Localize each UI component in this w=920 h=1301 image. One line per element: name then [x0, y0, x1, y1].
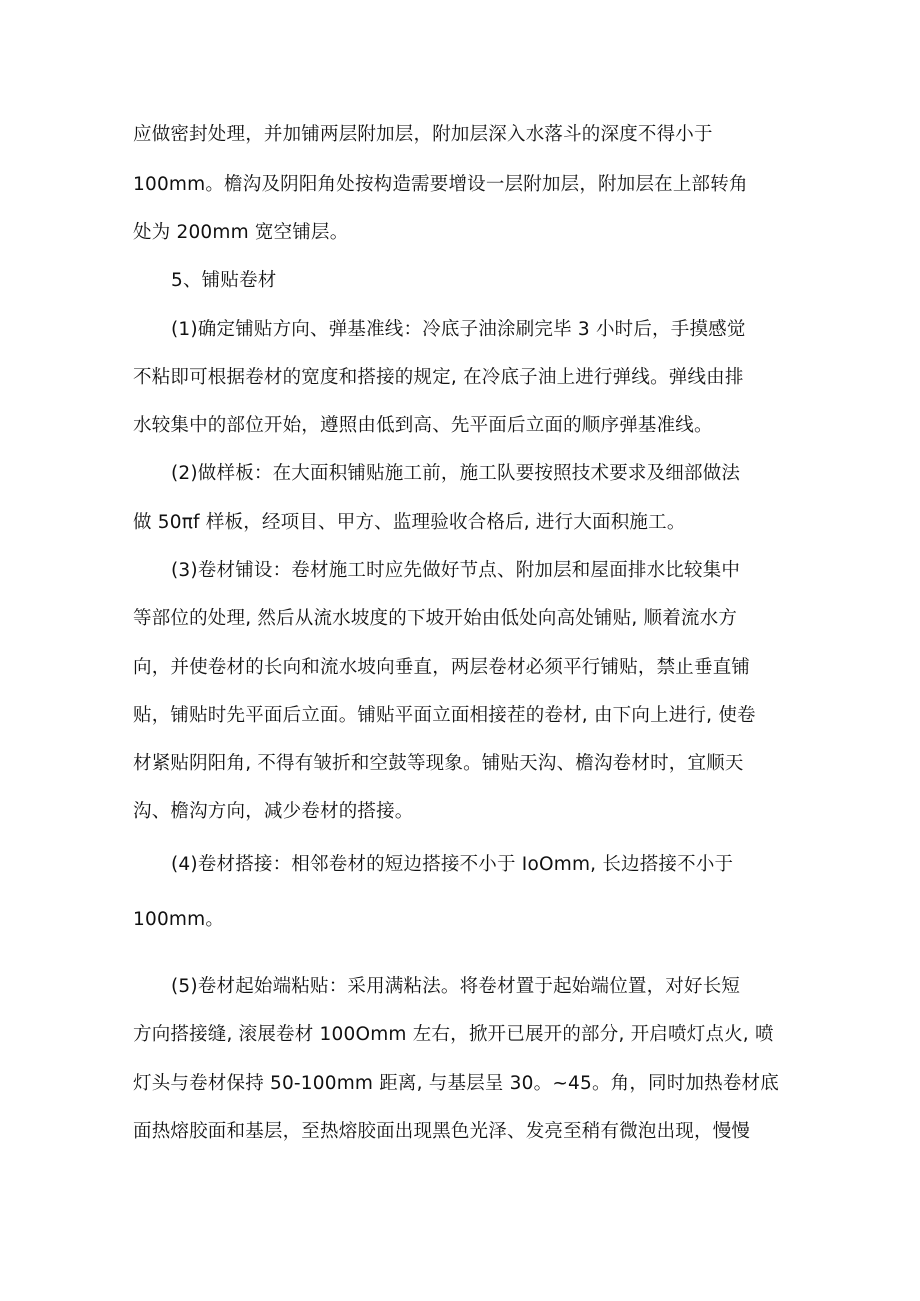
paragraph-start-line: (4)卷材搭接：相邻卷材的短边搭接不小于 IoOmm, 长边搭接不小于 [171, 854, 734, 875]
text-line: 等部位的处理, 然后从流水坡度的下坡开始由低处向高处铺贴, 顺着流水方 [133, 608, 738, 629]
text-line: 100mm。檐沟及阴阳角处按构造需要增设一层附加层，附加层在上部转角 [133, 174, 748, 195]
text-line: 面热熔胶面和基层，至热熔胶面出现黑色光泽、发亮至稍有微泡出现，慢慢 [133, 1121, 751, 1142]
text-line: 贴，铺贴时先平面后立面。铺贴平面立面相接茬的卷材, 由下向上进行, 使卷 [133, 705, 756, 726]
text-line: 应做密封处理，并加铺两层附加层，附加层深入水落斗的深度不得小于 [133, 124, 713, 145]
paragraph-start-line: (2)做样板：在大面积铺贴施工前，施工队要按照技术要求及细部做法 [171, 463, 741, 484]
paragraph-start-line: (1)确定铺贴方向、弹基准线：冷底子油涂刷完毕 3 小时后，手摸感觉 [171, 319, 746, 340]
text-line: 不粘即可根据卷材的宽度和搭接的规定, 在冷底子油上进行弹线。弹线由排 [133, 367, 744, 388]
text-line: 灯头与卷材保持 50-100mm 距离, 与基层呈 30。~45。角，同时加热卷材底 [133, 1073, 779, 1094]
text-line: 100mm。 [133, 909, 225, 930]
paragraph-start-line: (5)卷材起始端粘贴：采用满粘法。将卷材置于起始端位置，对好长短 [171, 976, 741, 997]
text-line: 沟、檐沟方向，减少卷材的搭接。 [133, 801, 414, 822]
section-heading: 5、铺贴卷材 [171, 270, 277, 291]
text-line: 处为 200mm 宽空铺层。 [133, 222, 349, 243]
text-line: 做 50πf 样板，经项目、甲方、监理验收合格后, 进行大面积施工。 [133, 512, 686, 533]
text-line: 水较集中的部位开始，遵照由低到高、先平面后立面的顺序弹基准线。 [133, 415, 713, 436]
text-line: 向，并使卷材的长向和流水坡向垂直，两层卷材必须平行铺贴，禁止垂直铺 [133, 657, 751, 678]
text-line: 方向搭接缝, 滚展卷材 100Omm 左右，掀开已展开的部分, 开启喷灯点火, 喷 [133, 1024, 774, 1045]
text-line: 材紧贴阴阳角, 不得有皱折和空鼓等现象。铺贴天沟、檐沟卷材时，宜顺天 [133, 753, 744, 774]
paragraph-start-line: (3)卷材铺设：卷材施工时应先做好节点、附加层和屋面排水比较集中 [171, 560, 741, 581]
